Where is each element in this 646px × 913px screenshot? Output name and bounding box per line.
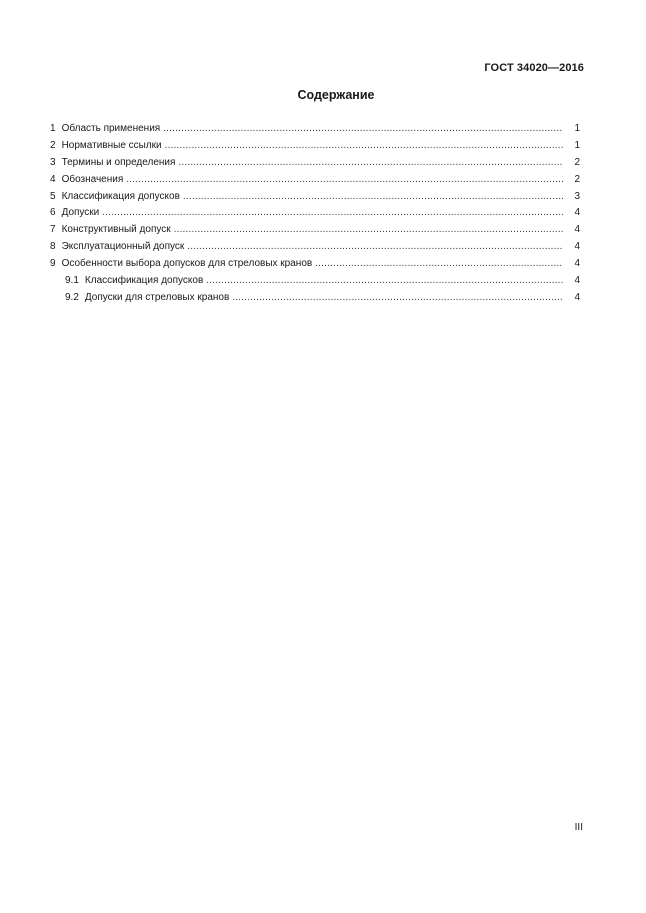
toc-leader-dots <box>232 290 563 307</box>
toc-entry-number: 9.2 <box>65 291 79 303</box>
toc-entry-label: Классификация допусков <box>84 275 204 287</box>
page-number: III <box>574 822 583 833</box>
toc-entry-page: 4 <box>574 275 580 287</box>
toc-entry-2[interactable] <box>50 138 580 155</box>
toc-entry-9[interactable] <box>50 256 580 273</box>
toc-entry-label: Допуски <box>61 207 100 219</box>
toc-entry-3[interactable] <box>50 155 580 172</box>
toc-entry-number: 9.1 <box>65 275 79 287</box>
toc-entry-page: 3 <box>574 190 580 202</box>
toc-entry-number: 5 <box>50 190 56 202</box>
toc-entry-label: Эксплуатационный допуск <box>61 241 185 253</box>
toc-leader-dots <box>126 172 563 189</box>
toc-entry-number: 4 <box>50 173 56 185</box>
table-of-contents <box>50 121 580 307</box>
toc-entry-page: 1 <box>574 139 580 151</box>
toc-leader-dots <box>165 138 563 155</box>
toc-entry-page: 4 <box>574 224 580 236</box>
toc-entry-label: Термины и определения <box>61 156 176 168</box>
toc-entry-6[interactable] <box>50 205 580 222</box>
toc-entry-number: 1 <box>50 123 56 134</box>
toc-entry-page: 4 <box>574 258 580 270</box>
toc-entry-page: 4 <box>574 207 580 219</box>
toc-entry-9-2[interactable] <box>50 290 580 307</box>
toc-leader-dots <box>183 189 563 206</box>
toc-entry-label: Обозначения <box>61 173 124 185</box>
toc-leader-dots <box>178 155 563 172</box>
toc-entry-label: Классификация допусков <box>61 190 180 202</box>
toc-entry-8[interactable] <box>50 239 580 256</box>
toc-entry-number: 3 <box>50 156 56 168</box>
toc-entry-page: 1 <box>574 123 580 134</box>
toc-leader-dots <box>174 222 563 239</box>
toc-leader-dots <box>315 256 563 273</box>
toc-entry-label: Область применения <box>61 123 161 134</box>
toc-entry-number: 7 <box>50 224 56 236</box>
toc-entry-4[interactable] <box>50 172 580 189</box>
toc-entry-page: 4 <box>574 291 580 303</box>
toc-leader-dots <box>187 239 563 256</box>
toc-entry-number: 9 <box>50 258 56 270</box>
toc-entry-page: 2 <box>574 156 580 168</box>
toc-leader-dots <box>163 121 563 138</box>
toc-entry-label: Конструктивный допуск <box>61 224 171 236</box>
toc-leader-dots <box>206 273 563 290</box>
toc-leader-dots <box>102 205 563 222</box>
toc-entry-page: 4 <box>574 241 580 253</box>
toc-entry-number: 6 <box>50 207 56 219</box>
toc-entry-page: 2 <box>574 173 580 185</box>
toc-entry-7[interactable] <box>50 222 580 239</box>
toc-entry-number: 8 <box>50 241 56 253</box>
toc-entry-1[interactable] <box>50 121 580 138</box>
toc-entry-label: Особенности выбора допусков для стреловых кранов <box>61 258 313 270</box>
toc-entry-number: 2 <box>50 139 56 151</box>
toc-entry-5[interactable] <box>50 189 580 206</box>
toc-entry-label: Нормативные ссылки <box>61 139 162 151</box>
toc-entry-9-1[interactable] <box>50 273 580 290</box>
document-code: ГОСТ 34020—2016 <box>484 62 584 74</box>
toc-entry-label: Допуски для стреловых кранов <box>84 291 230 303</box>
toc-title: Содержание <box>297 88 375 102</box>
